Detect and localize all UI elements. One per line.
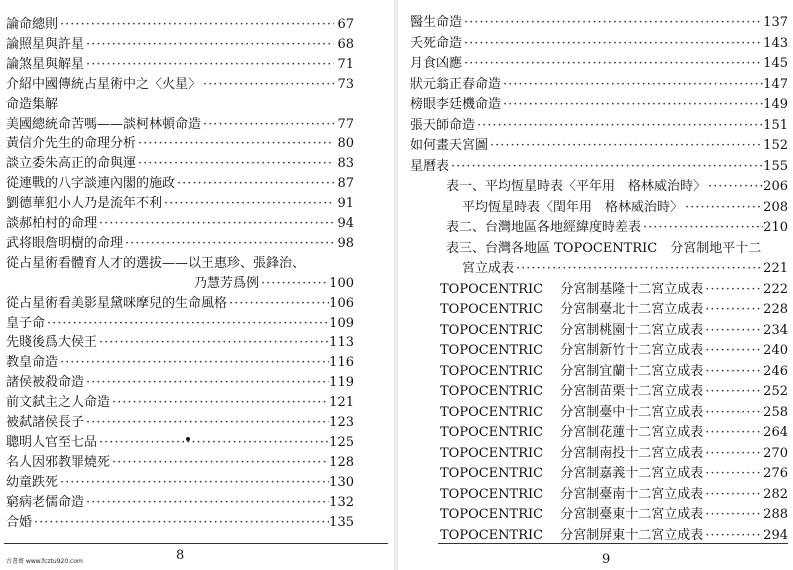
toc-leader-dots	[227, 296, 329, 312]
toc-entry-page: 208	[763, 199, 788, 215]
toc-entry-page: 67	[337, 17, 354, 32]
toc-entry-page: 143	[763, 35, 788, 51]
page-number-left: 8	[176, 548, 185, 563]
toc-entry-title: TOPOCENTRIC 分宮制苗栗十二宮立成表	[440, 384, 704, 399]
toc-entry	[6, 216, 354, 232]
toc-entry-page: 121	[329, 395, 354, 411]
toc-leader-dots	[123, 236, 334, 252]
toc-entry-page: 135	[329, 514, 354, 530]
toc-entry-title: 武将眼詹明樹的命理	[6, 235, 124, 251]
toc-entry-title: 聰明人官至七品	[6, 434, 98, 450]
toc-entry	[6, 415, 354, 431]
toc-entry-title: 劉德華犯小人乃是流年不利	[6, 196, 163, 212]
toc-entry-title: TOPOCENTRIC 分宮制桃園十二宮立成表	[440, 322, 704, 338]
toc-leader-dots	[703, 507, 763, 523]
toc-entry-page: 109	[329, 315, 354, 331]
toc-leader-dots	[449, 159, 763, 175]
toc-entry	[462, 200, 788, 216]
toc-entry-title: TOPOCENTRIC 分宮制宜蘭十二宮立成表	[440, 363, 704, 379]
toc-entry	[6, 355, 354, 371]
toc-entry	[440, 507, 788, 523]
toc-entry-title: 前文弑主之人命造	[6, 395, 111, 411]
toc-leader-dots	[683, 200, 763, 216]
toc-entry	[440, 384, 788, 400]
toc-entry-page: 113	[329, 335, 354, 351]
toc-entry-page: 246	[763, 363, 788, 379]
toc-entry-title: 論命總則	[6, 17, 59, 32]
ink-dot	[186, 437, 190, 441]
toc-entry-page: 77	[337, 116, 354, 132]
toc-entry-page: 252	[763, 384, 788, 399]
toc-entry-title: TOPOCENTRIC 分宮制基隆十二宮立成表	[440, 281, 704, 297]
toc-entry-page: 294	[763, 527, 788, 543]
footer-rule	[4, 543, 388, 544]
toc-entry-title: 榜眼李廷機命造	[410, 97, 502, 112]
toc-entry-title: 月食凶應	[410, 56, 463, 71]
toc-leader-dots	[97, 435, 329, 451]
toc-entry-title: TOPOCENTRIC 分宮制臺北十二宮立成表	[440, 302, 704, 317]
toc-entry	[6, 515, 354, 531]
toc-entry-page: 149	[763, 97, 788, 112]
toc-entry-page: 234	[763, 322, 788, 338]
toc-leader-dots	[84, 415, 329, 431]
toc-entry-page: 106	[329, 295, 354, 311]
toc-entry-title: 論煞星與解星	[6, 56, 85, 72]
toc-entry-page: 128	[329, 454, 354, 470]
toc-leader-dots	[703, 466, 763, 482]
toc-entry-title: 狀元翁正春命造	[410, 76, 502, 92]
toc-entry	[6, 395, 354, 411]
toc-leader-dots	[501, 97, 763, 113]
toc-entry-title: 命造集解	[6, 96, 59, 112]
toc-entry-title: 黃信介先生的命理分析	[6, 136, 137, 152]
toc-leader-dots	[703, 343, 763, 359]
toc-entry-page: 145	[763, 56, 788, 71]
toc-entry-title: 諸侯被殺命造	[6, 375, 85, 391]
toc-leader-dots	[488, 138, 763, 154]
toc-leader-dots	[703, 323, 763, 339]
toc-leader-dots	[259, 276, 329, 292]
toc-entry	[410, 15, 788, 31]
toc-leader-dots	[703, 384, 763, 400]
toc-entry	[446, 220, 788, 236]
toc-entry-title: 先賤後爲大侯王	[6, 335, 98, 351]
toc-entry-page: 87	[337, 176, 354, 192]
toc-leader-dots	[175, 176, 334, 192]
toc-entry-title: TOPOCENTRIC 分宮制嘉義十二宮立成表	[440, 466, 704, 481]
toc-leader-dots	[501, 77, 763, 93]
toc-leader-dots	[58, 475, 329, 491]
toc-entry-title: 從占星術看美影星黛咪摩兒的生命風格	[6, 295, 228, 311]
toc-entry-title: TOPOCENTRIC 分宮制花蓮十二宮立成表	[440, 425, 704, 440]
toc-entry	[6, 57, 354, 73]
toc-leader-dots	[58, 17, 334, 33]
toc-entry	[440, 487, 788, 503]
toc-entry-title: 從占星術看體育人才的選拔——以王惠珍、張鋒治、	[6, 255, 306, 271]
toc-entry	[6, 136, 354, 152]
toc-leader-dots	[475, 118, 763, 134]
toc-leader-dots	[84, 375, 329, 391]
toc-entry-page: 228	[763, 302, 788, 317]
toc-entry	[6, 375, 354, 391]
toc-leader-dots	[84, 495, 329, 511]
toc-leader-dots	[201, 117, 334, 133]
toc-entry-title: TOPOCENTRIC 分宮制新竹十二宮立成表	[440, 343, 704, 358]
toc-entry-page: 240	[763, 343, 788, 358]
site-watermark: 古書齋 www.fcztu920.com	[6, 558, 83, 565]
toc-leader-dots	[58, 355, 329, 371]
toc-leader-dots	[201, 77, 334, 93]
toc-entry-title: 窮病老儒命造	[6, 494, 85, 510]
toc-entry-page: 137	[763, 15, 788, 30]
toc-entry-title: 美國總統命苦嗎——談柯林頓命造	[6, 116, 202, 132]
toc-entry-page: 83	[337, 156, 354, 172]
toc-leader-dots	[97, 216, 334, 232]
toc-entry-title: TOPOCENTRIC 分宮制臺中十二宮立成表	[440, 404, 704, 420]
toc-entry	[6, 97, 354, 113]
toc-entry-page: 73	[337, 76, 354, 92]
toc-leader-dots	[110, 455, 329, 471]
toc-entry	[446, 179, 788, 195]
toc-entry-page: 71	[337, 56, 354, 72]
toc-leader-dots	[703, 364, 763, 380]
toc-entry-page: 151	[763, 117, 788, 133]
toc-leader-dots	[97, 335, 329, 351]
toc-entry-title: TOPOCENTRIC 分宮制屏東十二宮立成表	[440, 527, 704, 543]
toc-entry-page: 210	[763, 220, 788, 235]
toc-entry	[440, 466, 788, 482]
toc-leader-dots	[136, 136, 334, 152]
toc-entry-page: 132	[329, 494, 354, 510]
toc-entry	[410, 138, 788, 154]
toc-entry-title: 醫生命造	[410, 15, 463, 30]
toc-entry	[6, 156, 354, 172]
toc-entry	[446, 241, 788, 257]
toc-entry-page: 258	[763, 404, 788, 420]
toc-leader-dots	[703, 282, 763, 298]
toc-entry	[6, 37, 354, 53]
toc-entry	[410, 159, 788, 175]
toc-entry-title: 張天師命造	[410, 117, 476, 133]
toc-entry-page: 288	[763, 507, 788, 522]
toc-entry-title: 介紹中國傳統占星術中之〈火星〉	[6, 76, 202, 92]
toc-entry	[440, 528, 788, 544]
toc-entry-title: 合婚	[6, 514, 33, 530]
toc-entry	[6, 335, 354, 351]
toc-leader-dots	[32, 515, 329, 531]
toc-entry	[6, 495, 354, 511]
toc-entry-title: 如何畫天宮圖	[410, 138, 489, 153]
toc-entry-page: 119	[329, 375, 354, 391]
toc-entry-title: 表一、平均恆星時表〈平年用 格林威治時〉	[446, 179, 707, 194]
toc-entry-page: 222	[763, 281, 788, 297]
toc-entry-page: 152	[763, 138, 788, 153]
toc-entry-page: 80	[337, 136, 354, 152]
toc-entry	[440, 302, 788, 318]
toc-entry	[6, 475, 354, 491]
toc-entry-title: 論照星與許星	[6, 36, 85, 52]
toc-entry	[6, 296, 354, 312]
left-page	[0, 0, 390, 570]
toc-entry	[440, 425, 788, 441]
toc-entry	[6, 196, 354, 212]
toc-entry	[410, 56, 788, 72]
toc-entry	[440, 405, 788, 421]
toc-entry	[6, 17, 354, 33]
toc-entry-title: 幼童跌死	[6, 474, 59, 490]
toc-entry	[440, 343, 788, 359]
toc-entry-page: 98	[337, 235, 354, 251]
toc-leader-dots	[703, 302, 763, 318]
toc-entry	[410, 118, 788, 134]
toc-leader-dots	[162, 196, 334, 212]
toc-entry-page: 276	[763, 466, 788, 481]
toc-entry-title: 教皇命造	[6, 355, 59, 371]
toc-leader-dots	[703, 425, 763, 441]
toc-entry	[6, 176, 354, 192]
toc-leader-dots	[703, 405, 763, 421]
toc-leader-dots	[462, 15, 763, 31]
toc-leader-dots	[703, 487, 763, 503]
toc-entry-page: 68	[337, 36, 354, 52]
toc-entry-page: 264	[763, 425, 788, 440]
toc-entry-page: 94	[337, 216, 354, 231]
right-page	[402, 0, 793, 570]
toc-entry	[462, 261, 788, 277]
toc-entry-title: 談郝柏村的命理	[6, 216, 98, 231]
toc-leader-dots	[703, 446, 763, 462]
toc-entry	[6, 455, 354, 471]
toc-entry-title: 皇子命	[6, 315, 46, 331]
toc-entry	[440, 364, 788, 380]
toc-entry	[440, 282, 788, 298]
toc-entry-page: 100	[329, 275, 354, 291]
toc-entry	[6, 256, 354, 272]
toc-entry	[194, 276, 354, 292]
page-number-right: 9	[602, 552, 611, 567]
book-gutter	[394, 0, 398, 570]
toc-entry-title: 平均恆星時表〈閏年用 格林威治時〉	[462, 199, 684, 215]
toc-entry-page: 147	[763, 76, 788, 92]
toc-entry-page: 221	[763, 261, 788, 276]
toc-entry-page: 123	[329, 415, 354, 430]
toc-entry	[440, 446, 788, 462]
toc-entry-title: TOPOCENTRIC 分宮制臺南十二宮立成表	[440, 486, 704, 502]
toc-entry-title: 夭死命造	[410, 35, 463, 51]
toc-entry-title: 星曆表	[410, 158, 450, 174]
toc-entry-title: 談立委朱高正的命與運	[6, 156, 137, 172]
toc-leader-dots	[462, 56, 763, 72]
toc-entry-title: TOPOCENTRIC 分宮制臺東十二宮立成表	[440, 507, 704, 522]
toc-entry	[6, 77, 354, 93]
toc-leader-dots	[641, 220, 763, 236]
toc-leader-dots	[462, 36, 763, 52]
toc-leader-dots	[45, 316, 329, 332]
toc-entry-title: 表三、台灣各地區 TOPOCENTRIC 分宮制地平十二	[446, 240, 762, 256]
toc-entry-page: 282	[763, 486, 788, 502]
toc-entry-page: 125	[329, 434, 354, 450]
toc-entry-title: TOPOCENTRIC 分宮制南投十二宮立成表	[440, 445, 704, 461]
toc-entry	[6, 117, 354, 133]
toc-entry-page: 91	[337, 196, 354, 212]
toc-leader-dots	[703, 528, 763, 544]
toc-entry-page: 116	[329, 355, 354, 371]
footer-rule	[438, 543, 788, 544]
toc-entry-title: 被弑諸侯長子	[6, 415, 85, 430]
toc-leader-dots	[136, 156, 334, 172]
toc-entry	[6, 236, 354, 252]
toc-leader-dots	[514, 261, 763, 277]
toc-entry-page: 155	[763, 158, 788, 174]
toc-entry	[410, 77, 788, 93]
toc-entry-title: 名人因邪教罪燒死	[6, 454, 111, 470]
toc-entry-title: 從連戰的八字談連內閣的施政	[6, 176, 176, 192]
toc-entry-page: 270	[763, 445, 788, 461]
toc-entry-title: 宮立成表	[462, 261, 515, 276]
toc-leader-dots	[84, 57, 334, 73]
toc-entry	[410, 36, 788, 52]
toc-leader-dots	[84, 37, 334, 53]
toc-leader-dots	[110, 395, 329, 411]
toc-entry-page: 206	[763, 179, 788, 194]
toc-entry	[6, 316, 354, 332]
toc-entry	[6, 435, 354, 451]
toc-entry	[440, 323, 788, 339]
toc-entry-title: 表二、台灣地區各地經緯度時差表	[446, 220, 642, 235]
toc-entry	[410, 97, 788, 113]
toc-entry-title: 乃慧芳爲例	[194, 275, 260, 291]
toc-leader-dots	[706, 179, 763, 195]
toc-entry-page: 130	[329, 474, 354, 490]
